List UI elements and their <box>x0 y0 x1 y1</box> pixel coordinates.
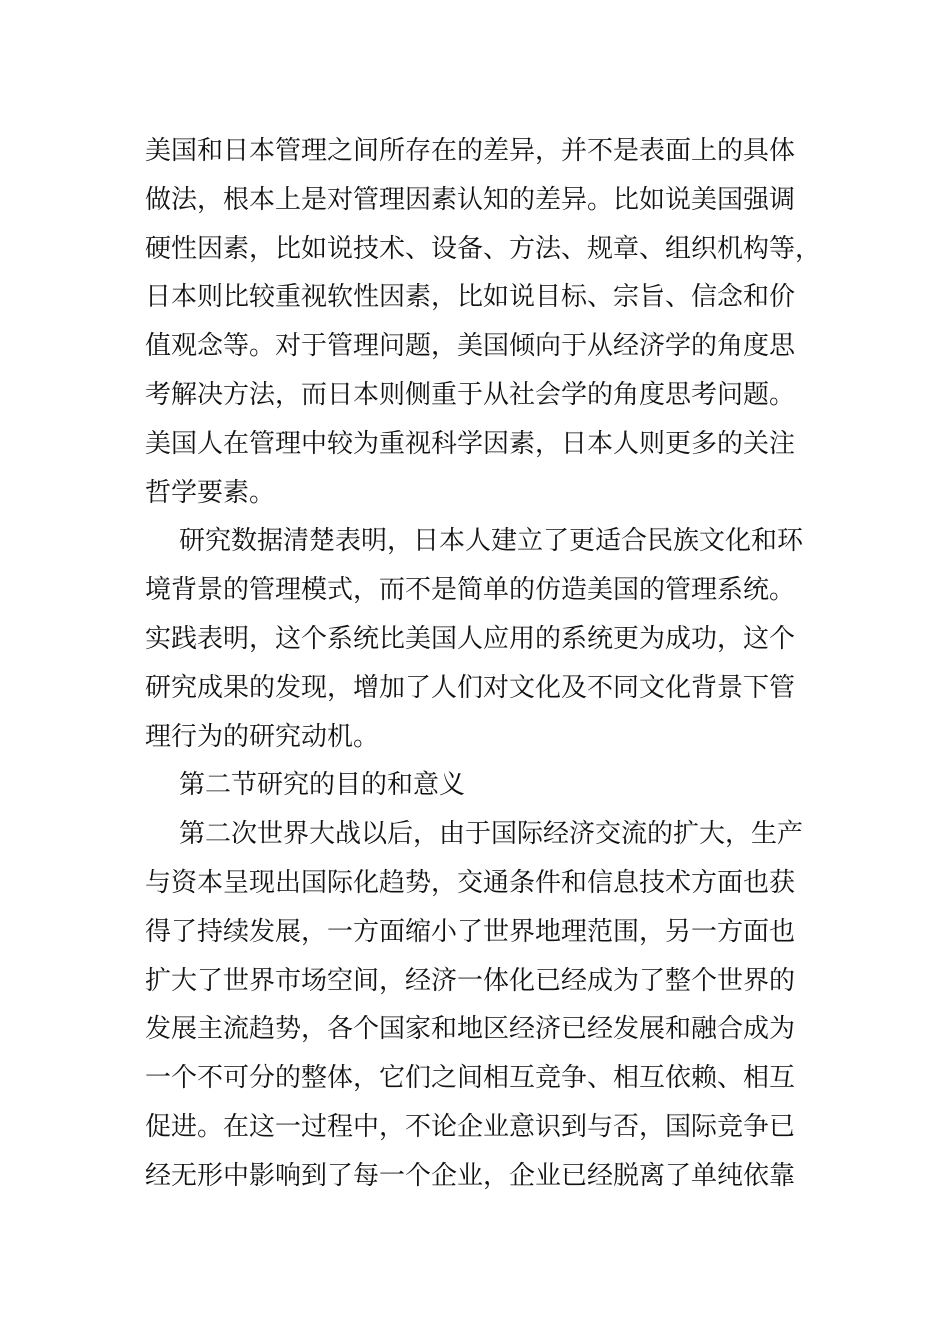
text-line: 一个不可分的整体，它们之间相互竞争、相互依赖、相互 <box>145 1063 796 1094</box>
section-heading <box>145 761 805 810</box>
text-line: 哲学要素。 <box>145 477 276 508</box>
heading-text: 第二节研究的目的和意义 <box>179 770 466 801</box>
text-line: 得了持续发展，一方面缩小了世界地理范围，另一方面也 <box>145 916 796 947</box>
text-line: 考解决方法，而日本则侧重于从社会学的角度思考问题。 <box>145 379 796 410</box>
text-line: 与资本呈现出国际化趋势，交通条件和信息技术方面也获 <box>145 867 796 898</box>
text-line: 做法，根本上是对管理因素认知的差异。比如说美国强调 <box>145 184 796 215</box>
paragraph-3 <box>145 810 805 1200</box>
text-line: 硬性因素，比如说技术、设备、方法、规章、组织机构等， <box>145 233 822 264</box>
text-line: 促进。在这一过程中，不论企业意识到与否，国际竞争已 <box>145 1111 796 1142</box>
text-line: 第二次世界大战以后，由于国际经济交流的扩大，生产 <box>179 819 804 850</box>
text-line: 经无形中影响到了每一个企业，企业已经脱离了单纯依靠 <box>145 1160 796 1191</box>
text-line: 日本则比较重视软性因素，比如说目标、宗旨、信念和价 <box>145 282 796 313</box>
text-line: 研究成果的发现，增加了人们对文化及不同文化背景下管 <box>145 672 796 703</box>
text-line: 值观念等。对于管理问题，美国倾向于从经济学的角度思 <box>145 331 796 362</box>
text-line: 扩大了世界市场空间，经济一体化已经成为了整个世界的 <box>145 965 796 996</box>
text-line: 发展主流趋势，各个国家和地区经济已经发展和融合成为 <box>145 1014 796 1045</box>
text-line: 美国和日本管理之间所存在的差异，并不是表面上的具体 <box>145 136 796 166</box>
paragraph-2 <box>145 517 805 761</box>
text-line: 理行为的研究动机。 <box>145 721 380 752</box>
text-line: 境背景的管理模式，而不是简单的仿造美国的管理系统。 <box>145 575 796 606</box>
body-text <box>145 127 822 1201</box>
paragraph-1 <box>145 127 822 517</box>
text-line: 美国人在管理中较为重视科学因素，日本人则更多的关注 <box>145 428 796 459</box>
text-line: 研究数据清楚表明，日本人建立了更适合民族文化和环 <box>179 526 804 557</box>
text-line: 实践表明，这个系统比美国人应用的系统更为成功，这个 <box>145 623 796 654</box>
